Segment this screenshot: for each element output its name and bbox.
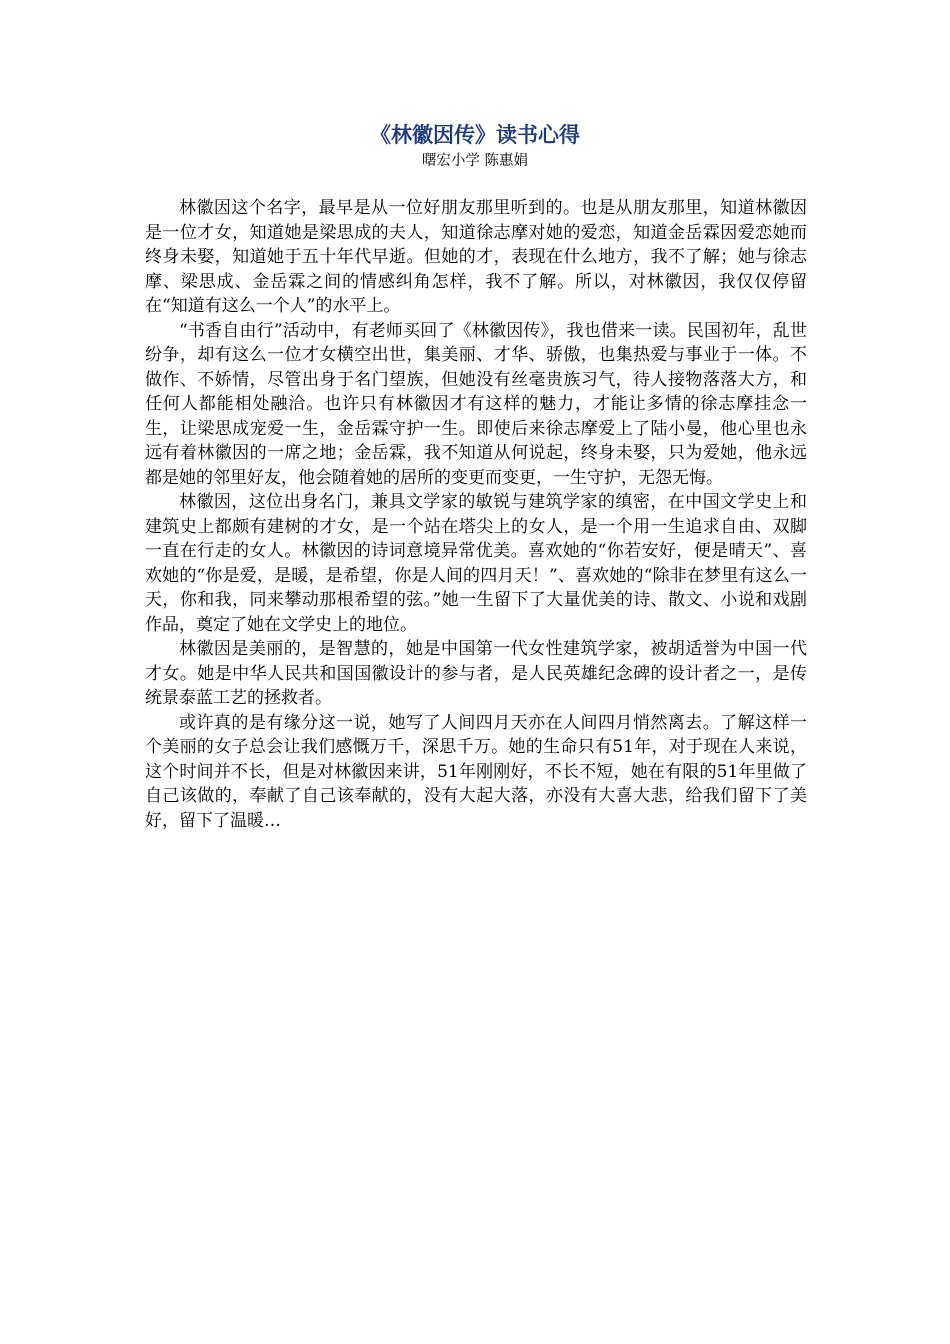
document-author: 曙宏小学 陈惠娟 — [421, 153, 529, 169]
paragraph-2: “书香自由行”活动中，有老师买回了《林徽因传》，我也借来一读。民国初年，乱世纷争，却有这么一位才女横空出世，集美丽、才华、骄傲，也集热爱与事业于一体。不做作、不娇情，尽管出身于名门望族，但她没有丝毫贵族习气，待人接物落落大方，和任何人都能相处融洽。也许只有林徽因才有这样的魅力，才能让多情的徐志摩挂念一生，让梁思成宠爱一生，金岳霖守护一生。即使后来徐志摩爱上了陆小曼，他心里也永远有着林徽因的一席之地；金岳霖，我不知道从何说起，终身未娶，只为爱她，他永远都是她的邻里好友，他会随着她的居所的变更而变更，一生守护，无怨无悔。 — [145, 320, 807, 488]
document-title: 《林徽因传》读书心得 — [370, 123, 580, 147]
paragraph-4: 林徽因是美丽的，是智慧的，她是中国第一代女性建筑学家，被胡适誉为中国一代才女。她是中华人民共和国国徽设计的参与者，是人民英雄纪念碑的设计者之一，是传统景泰蓝工艺的拯救者。 — [145, 639, 807, 708]
paragraph-3: 林徽因，这位出身名门，兼具文学家的敏锐与建筑学家的缜密，在中国文学史上和建筑史上都颇有建树的才女，是一个站在塔尖上的女人，是一个用一生追求自由、双脚一直在行走的女人。林徽因的诗词意境异常优美。喜欢她的“你若安好，便是晴天”、喜欢她的“你是爱，是暖，是希望，你是人间的四月天！”、喜欢她的“除非在梦里有这么一天，你和我，同来攀动那根希望的弦。”她一生留下了大量优美的诗、散文、小说和戏剧作品，奠定了她在文学史上的地位。 — [145, 492, 807, 635]
document-body — [145, 196, 807, 833]
paragraph-5: 或许真的是有缘分这一说，她写了人间四月天亦在人间四月悄然离去。了解这样一个美丽的女子总会让我们感慨万千，深思千万。她的生命只有51年，对于现在人来说，这个时间并不长，但是对林徽因来讲，51年刚刚好，不长不短，她在有限的51年里做了自己该做的，奉献了自己该奉献的，没有大起大落，亦没有大喜大悲，给我们留下了美好，留下了温暖… — [145, 712, 807, 831]
paragraph-1: 林徽因这个名字，最早是从一位好朋友那里听到的。也是从朋友那里，知道林徽因是一位才女，知道她是梁思成的夫人，知道徐志摩对她的爱恋，知道金岳霖因爱恋她而终身未娶，知道她于五十年代早逝。但她的才，表现在什么地方，我不了解；她与徐志摩、梁思成、金岳霖之间的情感纠角怎样，我不了解。所以，对林徽因，我仅仅停留在“知道有这么一个人”的水平上。 — [145, 198, 807, 316]
